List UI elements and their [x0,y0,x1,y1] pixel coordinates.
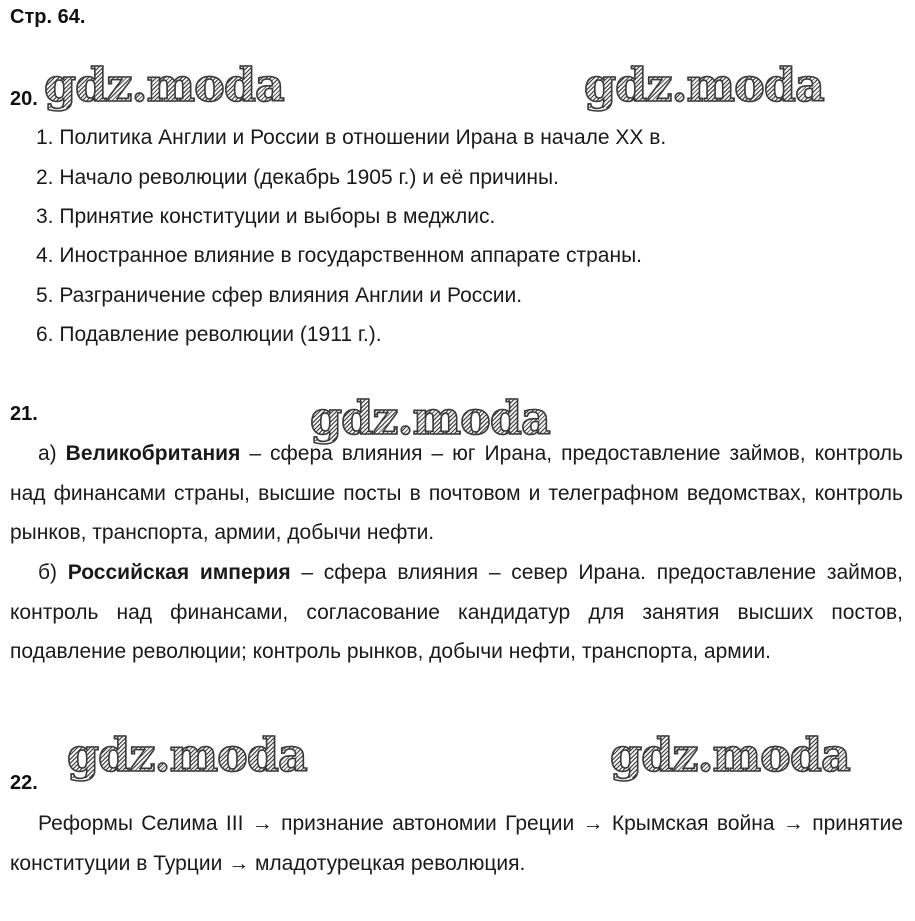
list-item: 1. Политика Англии и России в отношении Ирана в начале XX в. [36,126,667,149]
watermark-logo: gdz.moda [44,58,284,112]
task-number-20: 20. [10,88,38,110]
paragraph-text: – сфера влияния – юг Ирана, предоставление займов, контроль над финансами страны, высшие посты в почтовом и телеграфном ведомствах, контроль рынков, транспорта, армии, добычи нефти. [10,442,903,544]
paragraph-prefix: б) [38,561,68,584]
task-number-21: 21. [10,403,38,425]
watermark-logo: gdz.moda [610,728,850,782]
paragraph-prefix: а) [38,442,66,465]
page-number: Стр. 64. [10,6,86,28]
watermark-logo: gdz.moda [67,728,307,782]
list-item: 6. Подавление революции (1911 г.). [36,323,382,346]
watermark-logo: gdz.moda [310,391,550,445]
list-item: 5. Разграничение сфер влияния Англии и России. [36,284,523,307]
paragraph-b [10,553,903,672]
watermark-logo: gdz.moda [584,58,824,112]
paragraph-22 [10,804,903,883]
task-number-22: 22. [10,772,38,794]
paragraph-text: – сфера влияния – север Ирана. предоставление займов, контроль над финансами, согласование кандидатур для занятия высших постов, подавление революции; контроль рынков, добычи нефти, транспорта, армии. [10,561,903,663]
term-russian-empire: Российская империя [67,561,291,584]
list-item: 3. Принятие конституции и выборы в меджлис. [36,205,496,228]
paragraph-a [10,434,903,553]
list-item: 2. Начало революции (декабрь 1905 г.) и её причины. [36,166,559,189]
term-great-britain: Великобритания [65,442,241,465]
paragraph-text: Реформы Селима III → признание автономии Греции → Крымская война → принятие конституции в Турции → младотурецкая революция. [10,812,903,875]
list-item: 4. Иностранное влияние в государственном аппарате страны. [36,244,642,267]
